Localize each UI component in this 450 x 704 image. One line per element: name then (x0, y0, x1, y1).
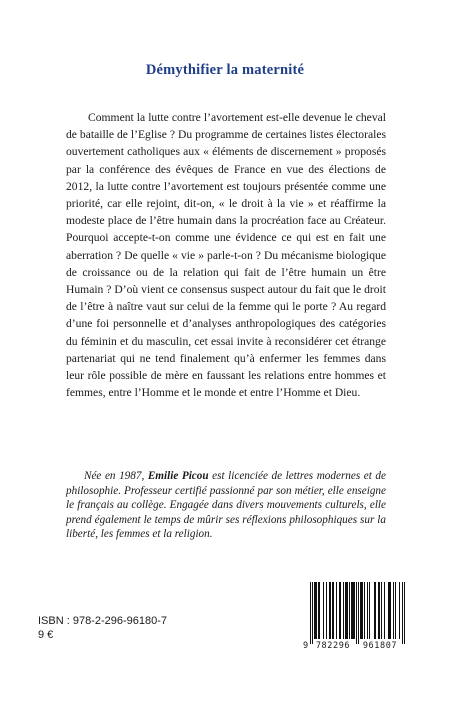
barcode-bar (354, 582, 355, 639)
barcode-bar (339, 582, 340, 639)
author-bio-rest: est licenciée de lettres modernes et de philosophie. Professeur certifié passionné par son métier, elle enseigne le français au collège. Engagée dans divers mouvements culturels, elle prend également le temps de mûrir ses réflexions philosophiques sur la liberté, les femmes et la religion. (66, 470, 386, 540)
barcode-bar (319, 582, 320, 639)
barcode (302, 582, 414, 650)
isbn-label: ISBN : 978-2-296-96180-7 (38, 615, 168, 627)
author-bio (66, 469, 386, 542)
summary-paragraph: Comment la lutte contre l’avortement est-elle devenue le cheval de bataille de l’Eglise ? Du programme de certaines listes électorales ouvertement catholiques aux « éléments de discernement » proposés par la conférence des évêques de France en vue des élections de 2012, la lutte contre l’avortement est toujours présentée comme une priorité, car elle rejoint, dit-on, « le droit à la vie » et réaffirme la modeste place de l’être humain dans la procréation face au Créateur. Pourquoi accepte-t-on comme une évidence ce qui est en fait une aberration ? De quelle « vie » parle-t-on ? Du mécanisme biologique de croissance ou de la relation qui fait de l’être humain un être Humain ? D’où vient ce consensus suspect autour du fait que le droit de l’être à naître vaut sur celui de la femme qui le porte ? Au regard d’une foi personnelle et d’analyses anthropologiques des catégories du féminin et du masculin, cet essai invite à reconsidérer cet étrange partenariat qui ne tend finalement qu’à enfermer les femmes dans leur rôle possible de mère en faussant les relations entre hommes et femmes, entre l’Homme et le monde et entre l’Homme et Dieu. (66, 111, 386, 400)
barcode-right-group: 961807 (362, 641, 398, 650)
barcode-bar (388, 582, 389, 639)
book-title: Démythifier la maternité (145, 62, 305, 78)
barcode-bar (330, 582, 331, 639)
barcode-bar (402, 582, 403, 644)
author-name: Emilie Picou (147, 470, 209, 482)
barcode-bar (393, 582, 394, 639)
barcode-bar (358, 582, 359, 644)
barcode-bar (381, 582, 382, 639)
barcode-bar (395, 582, 396, 639)
barcode-bar (356, 582, 357, 644)
barcode-bar (361, 582, 362, 639)
barcode-bar (346, 582, 347, 639)
price-label: 9 € (38, 629, 54, 641)
barcode-bar (323, 582, 324, 639)
barcode-bars (310, 582, 405, 644)
barcode-bar (332, 582, 333, 639)
barcode-bar (349, 582, 350, 639)
barcode-bar (369, 582, 370, 639)
barcode-bar (360, 582, 361, 639)
barcode-bar (326, 582, 327, 639)
barcode-bar (352, 582, 353, 639)
barcode-bar (347, 582, 348, 639)
barcode-bar (367, 582, 368, 639)
barcode-bar (374, 582, 375, 639)
barcode-bar (390, 582, 391, 639)
barcode-bar (340, 582, 341, 639)
barcode-bar (345, 582, 346, 639)
barcode-left-group: 782296 (315, 641, 351, 650)
barcode-bar (378, 582, 379, 639)
barcode-bar (314, 582, 315, 639)
barcode-bar (310, 582, 311, 644)
barcode-bar (389, 582, 390, 639)
barcode-bar (362, 582, 363, 639)
barcode-bar (312, 582, 313, 644)
barcode-bar (364, 582, 365, 639)
barcode-bar (315, 582, 316, 639)
barcode-bar (336, 582, 337, 639)
author-bio-intro: Née en 1987, (84, 470, 148, 482)
barcode-bar (399, 582, 400, 639)
barcode-bar (375, 582, 376, 639)
barcode-bar (318, 582, 319, 639)
barcode-bar (329, 582, 330, 639)
barcode-bar (333, 582, 334, 639)
barcode-bar (384, 582, 385, 639)
barcode-bar (316, 582, 317, 639)
barcode-bar (351, 582, 352, 639)
barcode-bar (379, 582, 380, 639)
barcode-bar (404, 582, 405, 644)
barcode-bar (353, 582, 354, 639)
barcode-first-digit: 9 (303, 641, 309, 650)
barcode-bar (343, 582, 344, 639)
